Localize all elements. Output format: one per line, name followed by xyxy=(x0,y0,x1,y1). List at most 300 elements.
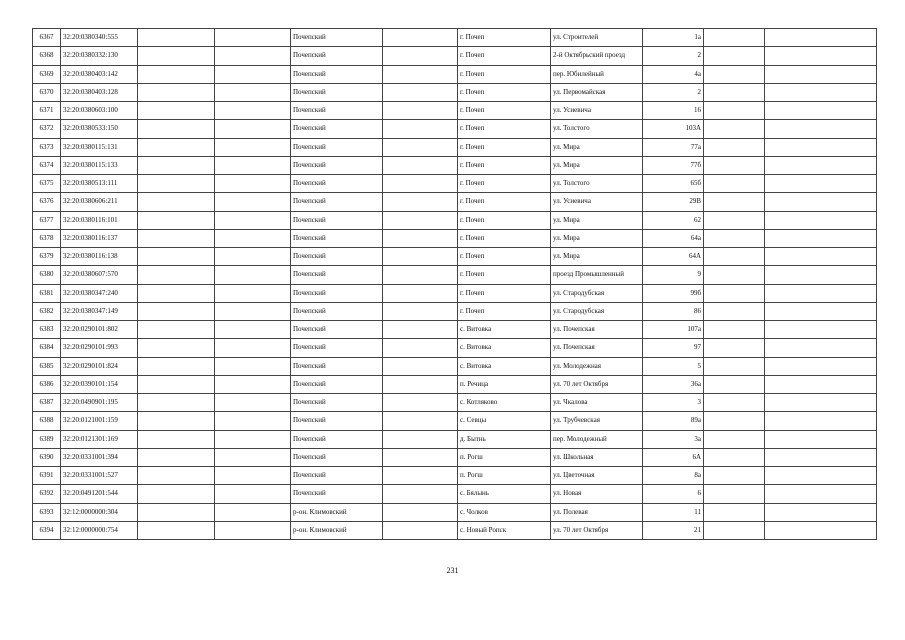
cell-house-number: 3 xyxy=(643,394,704,412)
cell-settlement: г. Почеп xyxy=(458,266,551,284)
table-row xyxy=(33,47,877,65)
cell-district: р-он. Климовский xyxy=(291,521,383,539)
cell-blank-col-11 xyxy=(765,29,877,47)
cell-blank-col-4 xyxy=(215,302,291,320)
cell-blank-col-10 xyxy=(704,193,765,211)
cell-row-number: 6376 xyxy=(33,193,61,211)
cell-blank-col-4 xyxy=(215,375,291,393)
cell-blank-col-11 xyxy=(765,138,877,156)
registry-table xyxy=(32,28,877,540)
cell-blank-col-10 xyxy=(704,248,765,266)
cell-blank-col-11 xyxy=(765,503,877,521)
cell-cadastral-number: 32:20:0380607:570 xyxy=(61,266,138,284)
cell-row-number: 6385 xyxy=(33,357,61,375)
cell-district: Почепский xyxy=(291,120,383,138)
cell-district: Почепский xyxy=(291,467,383,485)
cell-house-number: 64а xyxy=(643,229,704,247)
cell-blank-col-11 xyxy=(765,193,877,211)
cell-district: Почепский xyxy=(291,375,383,393)
cell-blank-col-6 xyxy=(383,394,458,412)
cell-house-number: 86 xyxy=(643,302,704,320)
cell-house-number: 77а xyxy=(643,138,704,156)
cell-blank-col-10 xyxy=(704,175,765,193)
cell-house-number: 6А xyxy=(643,448,704,466)
cell-blank-col-6 xyxy=(383,521,458,539)
cell-blank-col-4 xyxy=(215,211,291,229)
cell-cadastral-number: 32:20:0491201:544 xyxy=(61,485,138,503)
cell-district: Почепский xyxy=(291,156,383,174)
cell-district: Почепский xyxy=(291,65,383,83)
cell-cadastral-number: 32:20:0380115:133 xyxy=(61,156,138,174)
table-row xyxy=(33,467,877,485)
cell-district: Почепский xyxy=(291,229,383,247)
cell-row-number: 6386 xyxy=(33,375,61,393)
cell-blank-col-10 xyxy=(704,302,765,320)
cell-cadastral-number: 32:20:0380116:101 xyxy=(61,211,138,229)
cell-district: Почепский xyxy=(291,47,383,65)
cell-blank-col-4 xyxy=(215,448,291,466)
cell-blank-col-3 xyxy=(138,211,215,229)
cell-blank-col-4 xyxy=(215,485,291,503)
cell-blank-col-3 xyxy=(138,29,215,47)
cell-street: ул. Чкалова xyxy=(551,394,643,412)
cell-street: ул. Стародубская xyxy=(551,284,643,302)
cell-cadastral-number: 32:20:0380332:130 xyxy=(61,47,138,65)
cell-blank-col-3 xyxy=(138,521,215,539)
cell-blank-col-3 xyxy=(138,47,215,65)
cell-blank-col-10 xyxy=(704,503,765,521)
cell-district: Почепский xyxy=(291,430,383,448)
cell-row-number: 6367 xyxy=(33,29,61,47)
table-row xyxy=(33,339,877,357)
cell-blank-col-4 xyxy=(215,47,291,65)
cell-cadastral-number: 32:20:0331001:527 xyxy=(61,467,138,485)
cell-row-number: 6377 xyxy=(33,211,61,229)
cell-blank-col-4 xyxy=(215,357,291,375)
cell-blank-col-6 xyxy=(383,65,458,83)
cell-blank-col-6 xyxy=(383,430,458,448)
cell-row-number: 6375 xyxy=(33,175,61,193)
cell-house-number: 11 xyxy=(643,503,704,521)
cell-blank-col-3 xyxy=(138,266,215,284)
cell-blank-col-11 xyxy=(765,156,877,174)
cell-district: Почепский xyxy=(291,266,383,284)
cell-blank-col-4 xyxy=(215,521,291,539)
cell-settlement: г. Почеп xyxy=(458,102,551,120)
cell-blank-col-10 xyxy=(704,339,765,357)
table-row xyxy=(33,321,877,339)
table-row xyxy=(33,375,877,393)
cell-street: ул. Усиевича xyxy=(551,193,643,211)
registry-table-body xyxy=(33,29,877,540)
cell-blank-col-6 xyxy=(383,448,458,466)
table-row xyxy=(33,394,877,412)
cell-blank-col-3 xyxy=(138,302,215,320)
cell-house-number: 21 xyxy=(643,521,704,539)
cell-blank-col-3 xyxy=(138,375,215,393)
cell-blank-col-10 xyxy=(704,102,765,120)
cell-settlement: г. Почеп xyxy=(458,138,551,156)
cell-blank-col-10 xyxy=(704,321,765,339)
cell-blank-col-3 xyxy=(138,448,215,466)
cell-blank-col-3 xyxy=(138,339,215,357)
table-row xyxy=(33,156,877,174)
cell-settlement: г. Почеп xyxy=(458,83,551,101)
cell-blank-col-3 xyxy=(138,394,215,412)
cell-blank-col-10 xyxy=(704,229,765,247)
table-row xyxy=(33,357,877,375)
cell-settlement: г. Почеп xyxy=(458,229,551,247)
cell-blank-col-11 xyxy=(765,211,877,229)
table-row xyxy=(33,193,877,211)
cell-cadastral-number: 32:20:0290101:993 xyxy=(61,339,138,357)
cell-blank-col-6 xyxy=(383,47,458,65)
cell-district: Почепский xyxy=(291,357,383,375)
cell-blank-col-3 xyxy=(138,83,215,101)
cell-house-number: 64А xyxy=(643,248,704,266)
cell-district: Почепский xyxy=(291,448,383,466)
cell-blank-col-11 xyxy=(765,302,877,320)
cell-blank-col-4 xyxy=(215,248,291,266)
cell-street: пер. Молодежный xyxy=(551,430,643,448)
table-row xyxy=(33,83,877,101)
cell-street: ул. Трубчевская xyxy=(551,412,643,430)
cell-cadastral-number: 32:20:0490901:195 xyxy=(61,394,138,412)
cell-blank-col-4 xyxy=(215,412,291,430)
cell-district: Почепский xyxy=(291,302,383,320)
cell-house-number: 6 xyxy=(643,485,704,503)
cell-cadastral-number: 32:12:0000000:304 xyxy=(61,503,138,521)
cell-settlement: с. Котляково xyxy=(458,394,551,412)
cell-row-number: 6388 xyxy=(33,412,61,430)
cell-cadastral-number: 32:20:0380603:100 xyxy=(61,102,138,120)
cell-street: ул. Мира xyxy=(551,211,643,229)
table-row xyxy=(33,138,877,156)
cell-blank-col-10 xyxy=(704,521,765,539)
cell-blank-col-11 xyxy=(765,412,877,430)
cell-house-number: 77б xyxy=(643,156,704,174)
cell-settlement: г. Почеп xyxy=(458,65,551,83)
cell-blank-col-3 xyxy=(138,503,215,521)
cell-blank-col-11 xyxy=(765,375,877,393)
cell-row-number: 6379 xyxy=(33,248,61,266)
cell-blank-col-6 xyxy=(383,175,458,193)
cell-row-number: 6389 xyxy=(33,430,61,448)
cell-blank-col-11 xyxy=(765,175,877,193)
cell-blank-col-6 xyxy=(383,357,458,375)
cell-blank-col-4 xyxy=(215,467,291,485)
cell-street: ул. Мира xyxy=(551,156,643,174)
cell-blank-col-10 xyxy=(704,47,765,65)
cell-house-number: 103А xyxy=(643,120,704,138)
cell-blank-col-11 xyxy=(765,284,877,302)
cell-house-number: 8а xyxy=(643,467,704,485)
cell-row-number: 6382 xyxy=(33,302,61,320)
cell-district: Почепский xyxy=(291,412,383,430)
cell-district: Почепский xyxy=(291,138,383,156)
cell-settlement: с. Чолков xyxy=(458,503,551,521)
cell-row-number: 6387 xyxy=(33,394,61,412)
cell-cadastral-number: 32:20:0380340:555 xyxy=(61,29,138,47)
cell-blank-col-10 xyxy=(704,156,765,174)
cell-row-number: 6371 xyxy=(33,102,61,120)
cell-row-number: 6374 xyxy=(33,156,61,174)
cell-street: ул. Молодежная xyxy=(551,357,643,375)
cell-cadastral-number: 32:20:0380606:211 xyxy=(61,193,138,211)
table-row xyxy=(33,102,877,120)
cell-settlement: г. Почеп xyxy=(458,211,551,229)
cell-street: ул. Усиевича xyxy=(551,102,643,120)
cell-row-number: 6390 xyxy=(33,448,61,466)
table-row xyxy=(33,175,877,193)
cell-street: ул. Мира xyxy=(551,229,643,247)
cell-row-number: 6392 xyxy=(33,485,61,503)
cell-district: Почепский xyxy=(291,29,383,47)
cell-house-number: 36а xyxy=(643,375,704,393)
cell-row-number: 6373 xyxy=(33,138,61,156)
cell-cadastral-number: 32:20:0121001:159 xyxy=(61,412,138,430)
cell-street: ул. Стародубская xyxy=(551,302,643,320)
cell-street: ул. Мира xyxy=(551,138,643,156)
cell-blank-col-11 xyxy=(765,47,877,65)
cell-district: Почепский xyxy=(291,193,383,211)
cell-house-number: 97 xyxy=(643,339,704,357)
cell-blank-col-6 xyxy=(383,266,458,284)
cell-house-number: 5 xyxy=(643,357,704,375)
cell-blank-col-11 xyxy=(765,394,877,412)
cell-settlement: п. Рогш xyxy=(458,448,551,466)
cell-blank-col-10 xyxy=(704,29,765,47)
cell-row-number: 6380 xyxy=(33,266,61,284)
cell-blank-col-11 xyxy=(765,430,877,448)
cell-house-number: 107а xyxy=(643,321,704,339)
cell-blank-col-6 xyxy=(383,485,458,503)
cell-blank-col-6 xyxy=(383,248,458,266)
cell-settlement: г. Почеп xyxy=(458,156,551,174)
cell-street: ул. Почепская xyxy=(551,321,643,339)
table-row xyxy=(33,448,877,466)
cell-row-number: 6383 xyxy=(33,321,61,339)
cell-row-number: 6394 xyxy=(33,521,61,539)
cell-settlement: г. Почеп xyxy=(458,193,551,211)
cell-cadastral-number: 32:20:0380403:142 xyxy=(61,65,138,83)
cell-blank-col-6 xyxy=(383,120,458,138)
cell-cadastral-number: 32:20:0380533:150 xyxy=(61,120,138,138)
cell-blank-col-10 xyxy=(704,485,765,503)
cell-blank-col-6 xyxy=(383,193,458,211)
cell-blank-col-10 xyxy=(704,65,765,83)
cell-cadastral-number: 32:20:0380116:138 xyxy=(61,248,138,266)
cell-blank-col-11 xyxy=(765,83,877,101)
cell-blank-col-4 xyxy=(215,394,291,412)
table-row xyxy=(33,521,877,539)
cell-blank-col-10 xyxy=(704,211,765,229)
cell-house-number: 3а xyxy=(643,430,704,448)
cell-district: Почепский xyxy=(291,175,383,193)
cell-settlement: с. Витовка xyxy=(458,339,551,357)
cell-row-number: 6369 xyxy=(33,65,61,83)
cell-district: р-он. Климовский xyxy=(291,503,383,521)
cell-blank-col-6 xyxy=(383,375,458,393)
cell-house-number: 9 xyxy=(643,266,704,284)
table-row xyxy=(33,229,877,247)
cell-blank-col-6 xyxy=(383,29,458,47)
cell-blank-col-4 xyxy=(215,284,291,302)
cell-street: ул. Мира xyxy=(551,248,643,266)
cell-cadastral-number: 32:20:0380347:240 xyxy=(61,284,138,302)
cell-settlement: г. Почеп xyxy=(458,248,551,266)
cell-blank-col-6 xyxy=(383,412,458,430)
cell-cadastral-number: 32:20:0290101:802 xyxy=(61,321,138,339)
table-row xyxy=(33,29,877,47)
table-row xyxy=(33,211,877,229)
table-row xyxy=(33,503,877,521)
cell-blank-col-11 xyxy=(765,229,877,247)
cell-district: Почепский xyxy=(291,248,383,266)
table-row xyxy=(33,248,877,266)
cell-blank-col-10 xyxy=(704,467,765,485)
cell-house-number: 1а xyxy=(643,29,704,47)
cell-blank-col-11 xyxy=(765,321,877,339)
cell-blank-col-6 xyxy=(383,302,458,320)
cell-blank-col-3 xyxy=(138,321,215,339)
cell-settlement: с. Новый Ропск xyxy=(458,521,551,539)
cell-house-number: 65б xyxy=(643,175,704,193)
cell-blank-col-4 xyxy=(215,266,291,284)
cell-row-number: 6391 xyxy=(33,467,61,485)
cell-blank-col-6 xyxy=(383,503,458,521)
cell-blank-col-4 xyxy=(215,321,291,339)
cell-row-number: 6381 xyxy=(33,284,61,302)
cell-settlement: с. Севцы xyxy=(458,412,551,430)
cell-blank-col-4 xyxy=(215,65,291,83)
cell-blank-col-6 xyxy=(383,284,458,302)
table-row xyxy=(33,65,877,83)
cell-settlement: г. Почеп xyxy=(458,120,551,138)
cell-blank-col-11 xyxy=(765,521,877,539)
cell-blank-col-10 xyxy=(704,394,765,412)
cell-district: Почепский xyxy=(291,321,383,339)
cell-district: Почепский xyxy=(291,284,383,302)
table-row xyxy=(33,412,877,430)
cell-blank-col-10 xyxy=(704,83,765,101)
page-number: 231 xyxy=(446,566,459,575)
cell-blank-col-3 xyxy=(138,65,215,83)
cell-blank-col-3 xyxy=(138,467,215,485)
cell-settlement: п. Речица xyxy=(458,375,551,393)
cell-blank-col-11 xyxy=(765,102,877,120)
cell-cadastral-number: 32:20:0380115:131 xyxy=(61,138,138,156)
cell-blank-col-6 xyxy=(383,339,458,357)
cell-street: ул. 70 лет Октября xyxy=(551,521,643,539)
cell-street: ул. Школьная xyxy=(551,448,643,466)
cell-blank-col-4 xyxy=(215,29,291,47)
cell-blank-col-4 xyxy=(215,156,291,174)
cell-cadastral-number: 32:12:0000000:754 xyxy=(61,521,138,539)
table-row xyxy=(33,284,877,302)
cell-street: ул. Почепская xyxy=(551,339,643,357)
cell-street: ул. Полевая xyxy=(551,503,643,521)
cell-row-number: 6378 xyxy=(33,229,61,247)
cell-settlement: п. Рогш xyxy=(458,467,551,485)
cell-row-number: 6370 xyxy=(33,83,61,101)
cell-blank-col-11 xyxy=(765,448,877,466)
cell-cadastral-number: 32:20:0331001:394 xyxy=(61,448,138,466)
cell-blank-col-3 xyxy=(138,412,215,430)
cell-house-number: 2 xyxy=(643,47,704,65)
cell-blank-col-3 xyxy=(138,138,215,156)
cell-blank-col-3 xyxy=(138,485,215,503)
cell-row-number: 6384 xyxy=(33,339,61,357)
cell-district: Почепский xyxy=(291,211,383,229)
cell-blank-col-4 xyxy=(215,229,291,247)
cell-district: Почепский xyxy=(291,102,383,120)
cell-cadastral-number: 32:20:0380116:137 xyxy=(61,229,138,247)
cell-blank-col-11 xyxy=(765,120,877,138)
cell-house-number: 89а xyxy=(643,412,704,430)
cell-settlement: г. Почеп xyxy=(458,175,551,193)
table-row xyxy=(33,266,877,284)
table-row xyxy=(33,430,877,448)
cell-street: ул. Толстого xyxy=(551,120,643,138)
cell-row-number: 6372 xyxy=(33,120,61,138)
cell-blank-col-6 xyxy=(383,229,458,247)
cell-street: ул. Цветочная xyxy=(551,467,643,485)
cell-blank-col-10 xyxy=(704,138,765,156)
cell-blank-col-11 xyxy=(765,248,877,266)
cell-settlement: с. Витовка xyxy=(458,357,551,375)
cell-blank-col-4 xyxy=(215,175,291,193)
table-row xyxy=(33,120,877,138)
cell-blank-col-3 xyxy=(138,102,215,120)
cell-blank-col-4 xyxy=(215,102,291,120)
cell-blank-col-3 xyxy=(138,284,215,302)
cell-blank-col-10 xyxy=(704,120,765,138)
cell-street: 2-й Октябрьский проезд xyxy=(551,47,643,65)
cell-blank-col-11 xyxy=(765,266,877,284)
cell-blank-col-10 xyxy=(704,266,765,284)
cell-blank-col-6 xyxy=(383,102,458,120)
cell-blank-col-3 xyxy=(138,357,215,375)
cell-blank-col-11 xyxy=(765,357,877,375)
cell-settlement: д. Бытнь xyxy=(458,430,551,448)
cell-district: Почепский xyxy=(291,485,383,503)
cell-house-number: 62 xyxy=(643,211,704,229)
cell-district: Почепский xyxy=(291,339,383,357)
cell-settlement: г. Почеп xyxy=(458,284,551,302)
cell-street: проезд Промышленный xyxy=(551,266,643,284)
cell-settlement: г. Почеп xyxy=(458,29,551,47)
cell-street: ул. 70 лет Октября xyxy=(551,375,643,393)
cell-cadastral-number: 32:20:0290101:824 xyxy=(61,357,138,375)
cell-blank-col-6 xyxy=(383,211,458,229)
cell-settlement: г. Почеп xyxy=(458,302,551,320)
cell-blank-col-6 xyxy=(383,138,458,156)
cell-blank-col-11 xyxy=(765,485,877,503)
cell-street: ул. Строителей xyxy=(551,29,643,47)
cell-blank-col-4 xyxy=(215,503,291,521)
cell-cadastral-number: 32:20:0380403:128 xyxy=(61,83,138,101)
cell-blank-col-10 xyxy=(704,375,765,393)
cell-house-number: 4а xyxy=(643,65,704,83)
cell-blank-col-3 xyxy=(138,156,215,174)
cell-blank-col-4 xyxy=(215,138,291,156)
cell-blank-col-4 xyxy=(215,339,291,357)
cell-blank-col-11 xyxy=(765,467,877,485)
cell-blank-col-4 xyxy=(215,193,291,211)
cell-blank-col-11 xyxy=(765,65,877,83)
cell-settlement: г. Почеп xyxy=(458,47,551,65)
